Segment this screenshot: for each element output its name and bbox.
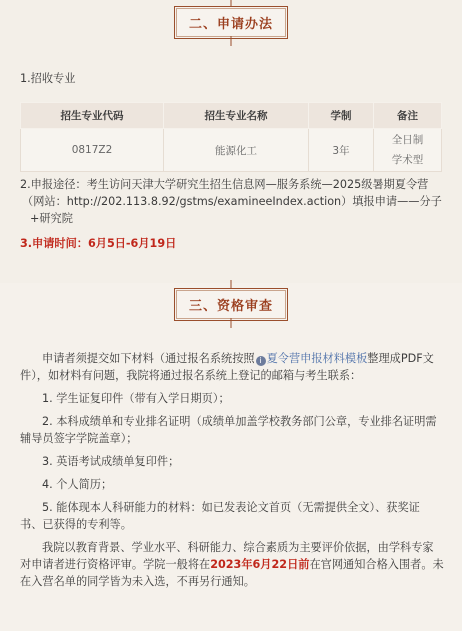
note-line-1: 全日制: [391, 134, 424, 146]
table-header-row: [21, 103, 442, 129]
material-item-5-cont: 书、已获得的专利等。: [20, 518, 132, 531]
cell-name: 能源化工: [164, 129, 309, 172]
evaluation-line-3: 在入营名单的同学皆为未入选，不再另行通知。: [20, 575, 255, 588]
material-item-3: 3. 英语考试成绩单复印件；: [42, 455, 180, 468]
section2-title-text: 二、申请办法: [176, 8, 286, 37]
material-item-4: 4. 个人简历；: [42, 478, 113, 491]
evaluation-text: 对申请者进行资格评审。学院一般将在: [20, 558, 211, 571]
item-2-line: （网站：http://202.113.8.92/gstms/examineeIndex.action）填报申请——分子: [22, 195, 442, 208]
item-2-line: +研究院: [30, 212, 73, 225]
col-header-note: 备注: [374, 103, 442, 129]
info-icon: i: [256, 356, 266, 366]
materials-section: [20, 350, 448, 590]
material-item-2: 2. 本科成绩单和专业排名证明（成绩单加盖学校教务部门公章，专业排名证明需: [42, 415, 437, 428]
section3-title: [174, 288, 288, 321]
intro-text: 申请者须提交如下材料（通过报名系统按照: [42, 352, 255, 365]
title-connector: [231, 280, 232, 288]
col-header-duration: 学制: [309, 103, 374, 129]
material-item-1: 1. 学生证复印件（带有入学日期页）；: [42, 392, 230, 405]
item-2-paragraph: [20, 176, 448, 227]
deadline-date: 2023年6月22日前: [210, 558, 310, 571]
evaluation-line-1: 我院以教育背景、学业水平、科研能力、综合素质为主要评价依据，由学科专家: [42, 541, 434, 554]
evaluation-line-2: [20, 556, 448, 573]
template-link[interactable]: 夏令营申报材料模板: [266, 352, 368, 365]
cell-duration: 3年: [309, 129, 374, 172]
evaluation-text: 在官网通知合格入围者。未: [309, 558, 444, 571]
cell-note: [374, 129, 442, 172]
note-line-2: 学术型: [391, 154, 424, 166]
item-2-line: 2.申报途径：考生访问天津大学研究生招生信息网—服务系统—2025级暑期夏令营: [20, 178, 429, 191]
title-connector: [231, 318, 232, 328]
col-header-code: 招生专业代码: [21, 103, 164, 129]
material-item-5: 5. 能体现本人科研能力的材料：如已发表论文首页（无需提供全文）、获奖证: [42, 501, 420, 514]
intro-line-1: [20, 350, 448, 367]
item-1-heading: 1.招收专业: [20, 72, 76, 85]
section3-title-text: 三、资格审查: [176, 290, 286, 319]
col-header-name: 招生专业名称: [164, 103, 309, 129]
intro-text: 整理成PDF文: [367, 352, 434, 365]
majors-table: [20, 102, 442, 172]
table-row: [21, 129, 442, 172]
material-item-2-cont: 辅导员签字学院盖章）；: [20, 432, 138, 445]
section2-title: [174, 6, 288, 39]
intro-line-2: 件），如材料有问题，我院将通过报名系统上登记的邮箱与考生联系：: [20, 369, 362, 382]
cell-code: 0817Z2: [21, 129, 164, 172]
application-time: 3.申请时间：6月5日-6月19日: [20, 237, 177, 250]
title-connector: [231, 36, 232, 46]
